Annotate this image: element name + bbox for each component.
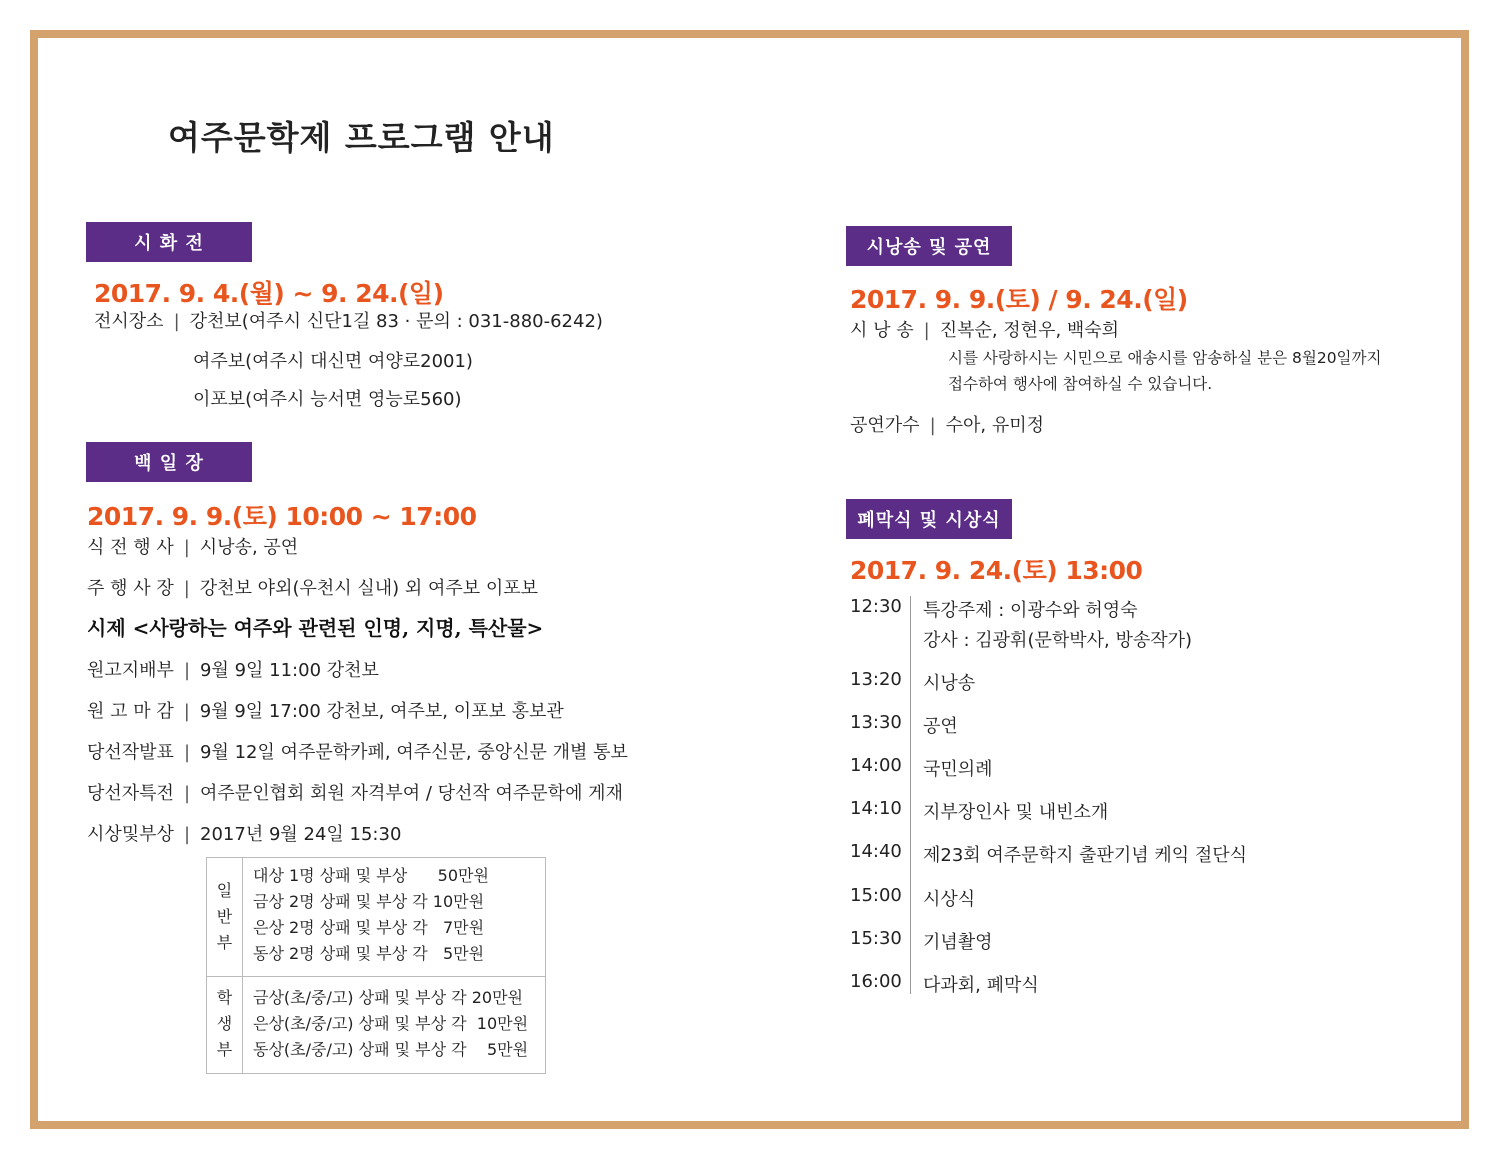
venue-label: 전시장소 — [94, 311, 164, 332]
schedule-time: 16:00 — [850, 971, 902, 992]
detail-value: 여주문인협회 회원 자격부여 / 당선작 여주문학에 게재 — [200, 783, 623, 804]
section-badge-recital: 시낭송 및 공연 — [846, 226, 1012, 266]
prize-line: 대상 1명 상패 및 부상 50만원 — [253, 866, 489, 885]
prize-table — [206, 857, 546, 1074]
separator: | — [183, 537, 190, 558]
recital-singer-row — [850, 411, 1044, 437]
detail-row — [87, 820, 401, 846]
recite-value: 진복순, 정현우, 백숙희 — [939, 320, 1120, 341]
schedule-time: 14:00 — [850, 755, 902, 776]
schedule-time: 13:20 — [850, 669, 902, 690]
separator: | — [183, 578, 190, 599]
section-badge-closing: 폐막식 및 시상식 — [846, 499, 1012, 539]
separator: | — [183, 824, 191, 845]
exhibition-venue-row — [94, 307, 603, 333]
group-char: 부 — [216, 933, 233, 952]
schedule-desc: 기념촬영 — [923, 932, 993, 953]
schedule-time: 14:10 — [850, 798, 902, 819]
detail-label: 시상및부상 — [87, 824, 174, 845]
prize-line: 동상(초/중/고) 상패 및 부상 각 5만원 — [253, 1040, 529, 1059]
separator: | — [183, 701, 190, 722]
detail-label: 당선작발표 — [87, 742, 174, 763]
venue-1: 강천보(여주시 신단1길 83 · 문의 : 031-880-6242) — [189, 311, 603, 332]
recite-note-2: 접수하여 행사에 참여하실 수 있습니다. — [948, 375, 1213, 393]
recital-date: 2017. 9. 9.(토) / 9. 24.(일) — [850, 285, 1188, 314]
detail-label: 당선자특전 — [87, 783, 174, 804]
row-value: 시낭송, 공연 — [199, 537, 299, 558]
separator: | — [183, 742, 191, 763]
table-divider — [207, 976, 545, 977]
schedule-time: 15:30 — [850, 928, 902, 949]
contest-date: 2017. 9. 9.(토) 10:00 ~ 17:00 — [87, 502, 477, 531]
separator: | — [929, 415, 936, 436]
schedule-rule — [910, 596, 911, 994]
detail-row — [87, 656, 379, 682]
detail-value: 9월 9일 11:00 강천보 — [200, 660, 379, 681]
group-char: 생 — [216, 1014, 233, 1033]
detail-row — [87, 697, 564, 723]
schedule-desc: 공연 — [923, 716, 958, 737]
row-label: 식 전 행 사 — [87, 537, 174, 558]
group-char: 학 — [216, 988, 233, 1007]
detail-row — [87, 779, 623, 805]
singer-label: 공연가수 — [850, 415, 920, 436]
group-char: 일 — [216, 881, 233, 900]
prize-line: 동상 2명 상패 및 부상 각 5만원 — [253, 944, 485, 963]
schedule-desc: 국민의례 — [923, 759, 993, 780]
row-value: 강천보 야외(우천시 실내) 외 여주보 이포보 — [199, 578, 539, 599]
schedule-desc: 시상식 — [923, 889, 976, 910]
group-label-student — [207, 985, 242, 1063]
venue-2: 여주보(여주시 대신면 여양로2001) — [193, 351, 473, 372]
detail-value: 9월 12일 여주문학카페, 여주신문, 중앙신문 개별 통보 — [200, 742, 628, 763]
separator: | — [183, 783, 191, 804]
closing-date: 2017. 9. 24.(토) 13:00 — [850, 556, 1143, 585]
row-label: 주 행 사 장 — [87, 578, 174, 599]
table-divider — [242, 858, 243, 1073]
detail-value: 9월 9일 17:00 강천보, 여주보, 이포보 홍보관 — [199, 701, 564, 722]
group-label-general — [207, 878, 242, 956]
schedule-desc: 제23회 여주문학지 출판기념 케익 절단식 — [923, 845, 1247, 866]
detail-label: 원 고 마 감 — [87, 701, 174, 722]
prize-line: 은상 2명 상패 및 부상 각 7만원 — [253, 918, 485, 937]
schedule-desc: 특강주제 : 이광수와 허영숙 — [923, 600, 1138, 621]
prize-line: 금상 2명 상패 및 부상 각 10만원 — [253, 892, 485, 911]
schedule-desc-2: 강사 : 김광휘(문학박사, 방송작가) — [923, 630, 1193, 651]
contest-row — [87, 574, 538, 600]
prize-line: 금상(초/중/고) 상패 및 부상 각 20만원 — [253, 988, 523, 1007]
group-char: 반 — [216, 907, 233, 926]
venue-3: 이포보(여주시 능서면 영능로560) — [193, 389, 462, 410]
recite-label: 시 낭 송 — [850, 320, 914, 341]
exhibition-date: 2017. 9. 4.(월) ~ 9. 24.(일) — [94, 279, 444, 308]
group-char: 부 — [216, 1040, 233, 1059]
recital-recite-row — [850, 316, 1119, 342]
contest-row — [87, 533, 298, 559]
detail-row — [87, 738, 628, 764]
section-badge-exhibition: 시 화 전 — [86, 222, 252, 262]
detail-label: 원고지배부 — [87, 660, 174, 681]
schedule-desc: 지부장인사 및 내빈소개 — [923, 802, 1109, 823]
separator: | — [923, 320, 930, 341]
section-badge-contest: 백 일 장 — [86, 442, 252, 482]
schedule-time: 15:00 — [850, 885, 902, 906]
page-title: 여주문학제 프로그램 안내 — [168, 118, 555, 157]
schedule-desc: 다과회, 폐막식 — [923, 975, 1039, 996]
prize-line: 은상(초/중/고) 상패 및 부상 각 10만원 — [253, 1014, 529, 1033]
singer-value: 수아, 유미정 — [945, 415, 1045, 436]
separator: | — [173, 311, 180, 332]
detail-value: 2017년 9월 24일 15:30 — [200, 824, 402, 845]
recite-note-1: 시를 사랑하시는 시민으로 애송시를 암송하실 분은 8월20일까지 — [948, 349, 1382, 367]
separator: | — [183, 660, 191, 681]
schedule-time: 12:30 — [850, 596, 902, 617]
schedule-time: 13:30 — [850, 712, 902, 733]
contest-theme: 시제 <사랑하는 여주와 관련된 인명, 지명, 특산물> — [87, 616, 544, 640]
schedule-desc: 시낭송 — [923, 673, 976, 694]
schedule-time: 14:40 — [850, 841, 902, 862]
